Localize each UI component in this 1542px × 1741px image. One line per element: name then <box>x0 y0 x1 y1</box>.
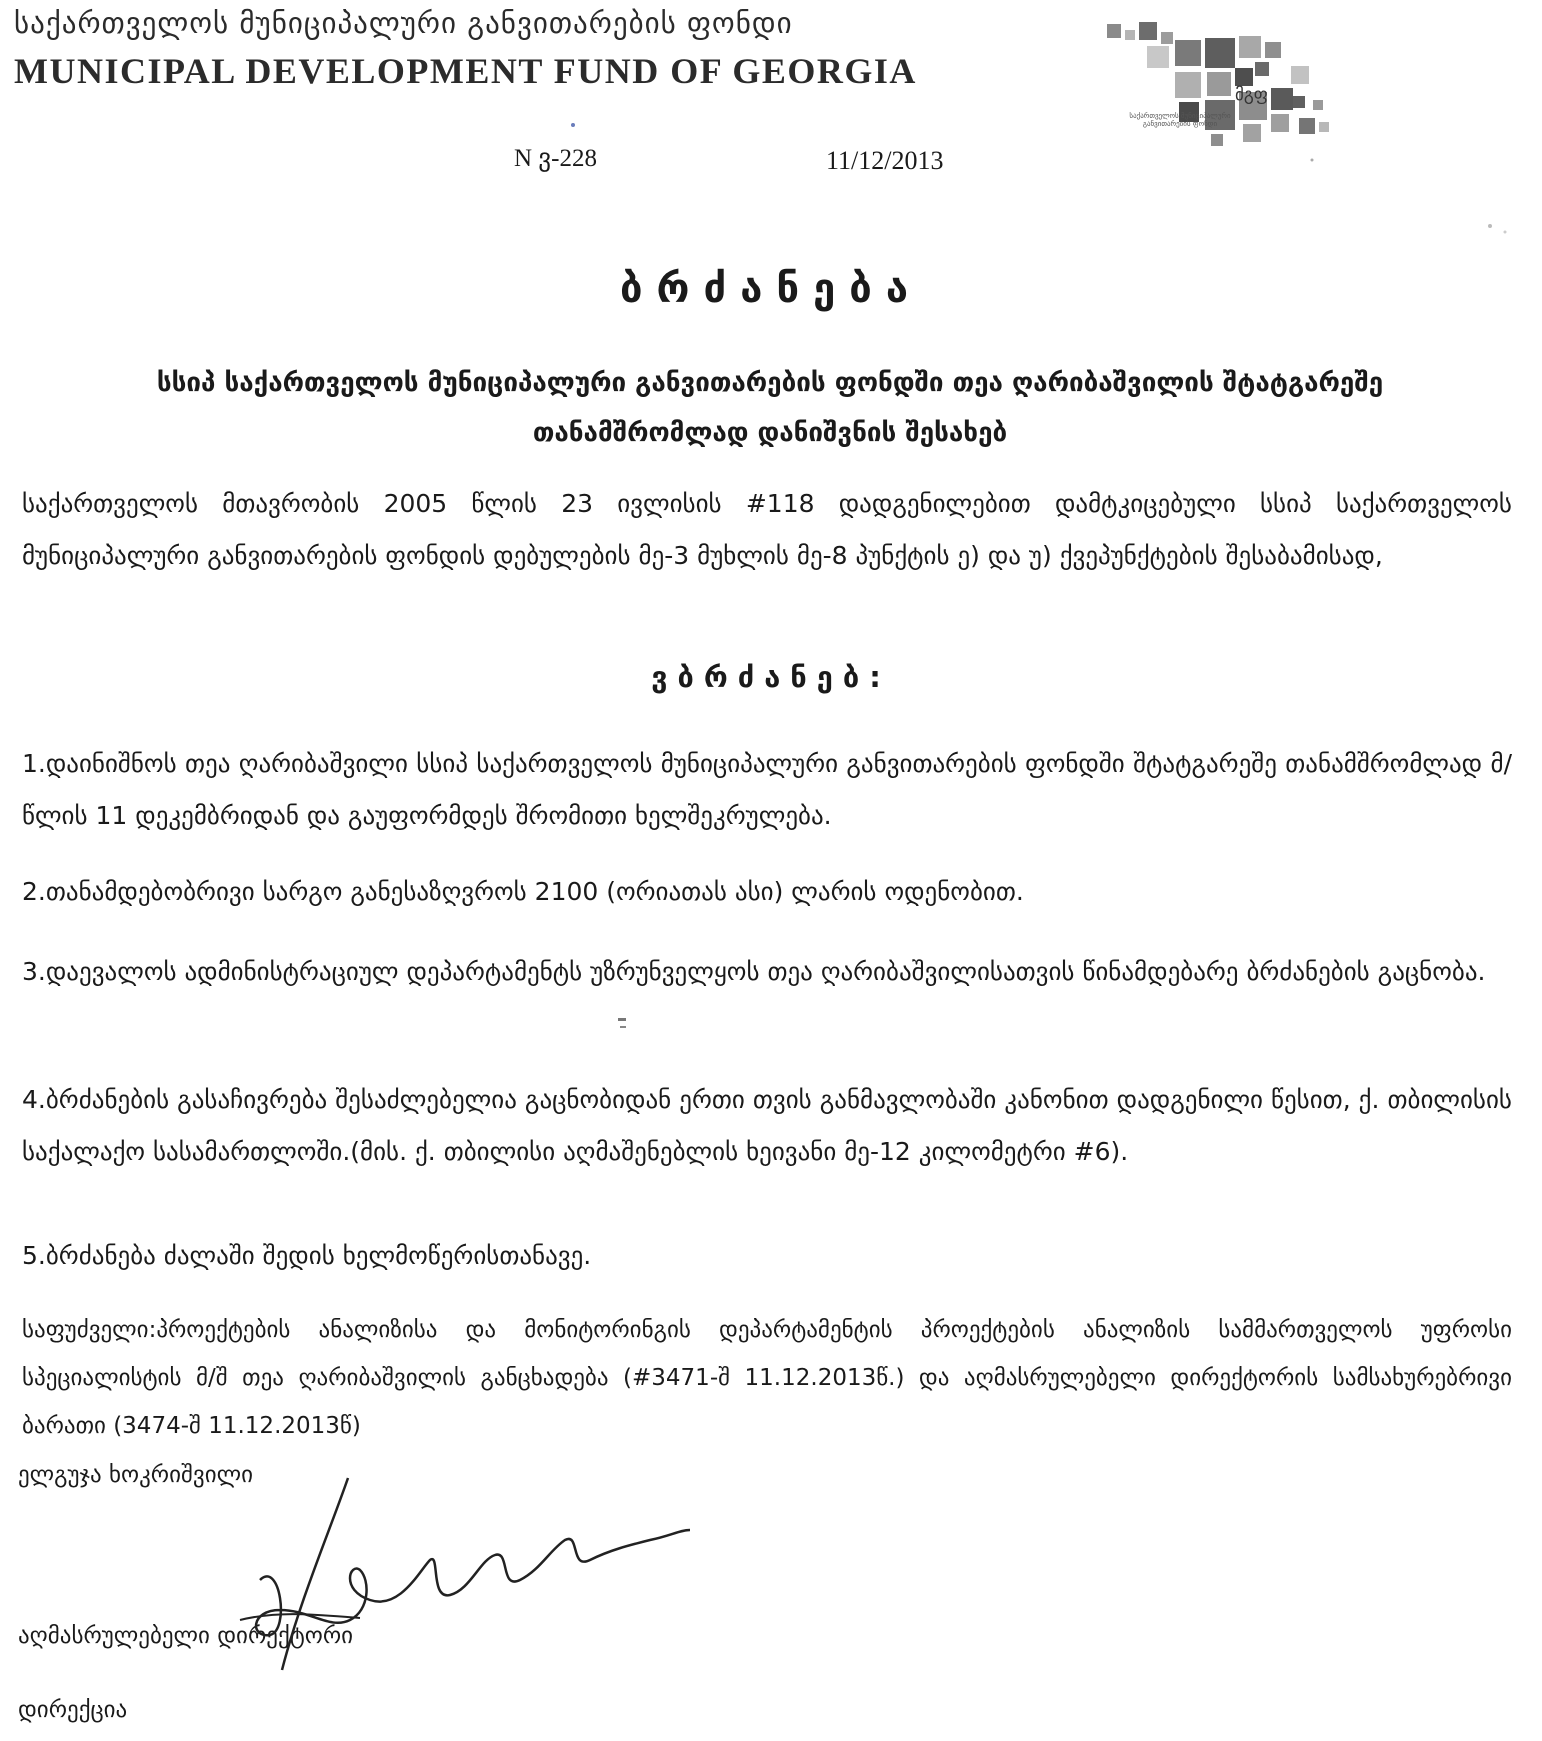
logo-caption: საქართველოს მუნიციპალური განვითარების ფონდი <box>1129 112 1231 128</box>
document-subject: სსიპ საქართველოს მუნიციპალური განვითარების ფონდში თეა ღარიბაშვილის შტატგარეშე თანამშრომლად დანიშვნის შესახებ <box>156 368 1384 448</box>
mdf-logo <box>1095 18 1515 168</box>
order-item-5: 5.ბრძანება ძალაში შედის ხელმოწერისთანავე. <box>22 1241 592 1270</box>
intro-paragraph: საქართველოს მთავრობის 2005 წლის 23 ივლისის #118 დადგენილებით დამტკიცებული სსიპ საქართველოს მუნიციპალური განვითარების ფონდის დებულების მე-3 მუხლის მე-8 პუნქტის ე) და უ) ქვეპუნქტების შესაბამისად, <box>22 489 1512 570</box>
document-title: ბრძანება <box>620 266 922 312</box>
order-item-1: 1.დაინიშნოს თეა ღარიბაშვილი სსიპ საქართველოს მუნიციპალური განვითარების ფონდში შტატგარეშე თანამშრომლად მ/წლის 11 დეკემბრიდან და გაუფორმდეს შრომითი ხელშეკრულება. <box>22 749 1512 830</box>
letterhead-georgian-name: საქართველოს მუნიციპალური განვითარების ფონდი <box>14 6 793 40</box>
order-item-2: 2.თანამდებობრივი სარგო განესაზღვროს 2100 (ორიათას ასი) ლარის ოდენობით. <box>22 877 1024 906</box>
order-verb: ვბრძანებ: <box>651 660 891 694</box>
handwritten-signature <box>220 1460 780 1690</box>
logo-abbreviation: მგფ <box>1235 85 1268 105</box>
letterhead-english-name: MUNICIPAL DEVELOPMENT FUND OF GEORGIA <box>14 51 917 91</box>
order-item-4: 4.ბრძანების გასაჩივრება შესაძლებელია გაცნობიდან ერთი თვის განმავლობაში კანონით დადგენილი წესით, ქ. თბილისის საქალაქო სასამართლოში.(მის. ქ. თბილისი აღმაშენებლის ხეივანი მე-12 კილომეტრი #6). <box>22 1085 1512 1166</box>
document-date: 11/12/2013 <box>826 146 944 175</box>
organization-unit: დირექცია <box>18 1697 128 1723</box>
signer-role: აღმასრულებელი დირექტორი <box>18 1623 354 1649</box>
signer-name: ელგუჯა ხოკრიშვილი <box>18 1462 254 1488</box>
order-item-3: 3.დაევალოს ადმინისტრაციულ დეპარტამენტს უზრუნველყოს თეა ღარიბაშვილისათვის წინამდებარე ბრძანების გაცნობა. <box>22 957 1486 986</box>
document-number: N ვ-228 <box>514 145 597 172</box>
basis-paragraph: საფუძველი:პროექტების ანალიზისა და მონიტორინგის დეპარტამენტის პროექტების ანალიზის სამმართველოს უფროსი სპეციალისტის მ/შ თეა ღარიბაშვილის განცხადება (#3471-შ 11.12.2013წ.) და აღმასრულებელი დირექტორის სამსახურებრივი ბარათი (3474-შ 11.12.2013წ) <box>22 1317 1512 1439</box>
